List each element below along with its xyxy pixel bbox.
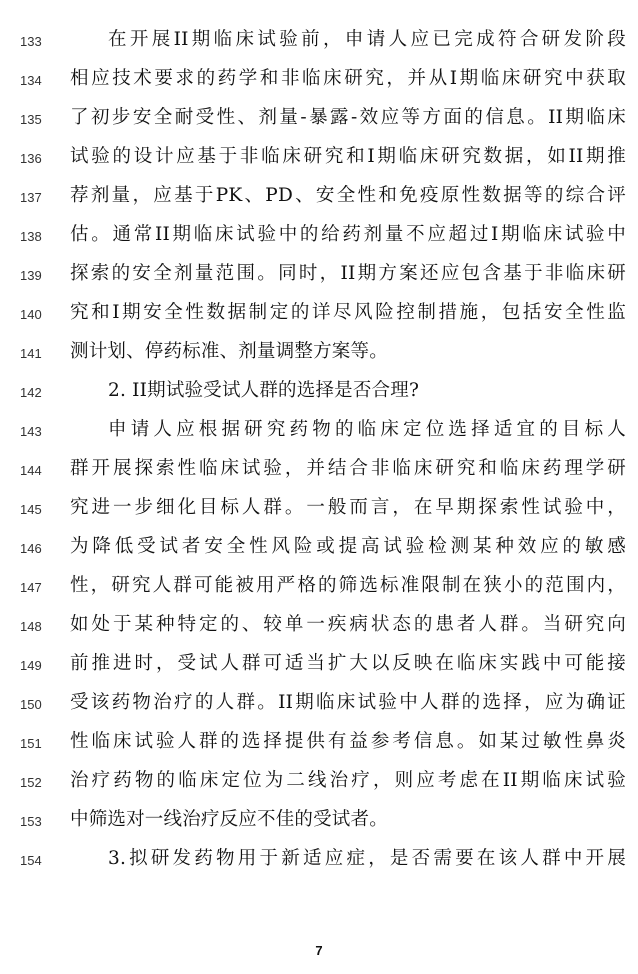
text-line-134 [0,67,638,103]
line-number: 151 [20,736,42,751]
line-text: 究和I期安全性数据制定的详尽风险控制措施，包括安全性监 [70,302,626,323]
line-number: 152 [20,775,42,790]
line-text: 了初步安全耐受性、剂量-暴露-效应等方面的信息。II期临床 [70,107,626,128]
line-text: 相应技术要求的药学和非临床研究，并从I期临床研究中获取 [70,68,626,89]
line-number: 154 [20,853,42,868]
line-number: 146 [20,541,42,556]
line-text: 究进一步细化目标人群。一般而言，在早期探索性试验中， [70,497,626,518]
text-line-136 [0,145,638,181]
line-text: 性临床试验人群的选择提供有益参考信息。如某过敏性鼻炎 [70,731,626,752]
line-number: 133 [20,34,42,49]
line-number: 150 [20,697,42,712]
line-text: 中筛选对一线治疗反应不佳的受试者。 [70,809,388,830]
line-text: 受该药物治疗的人群。II期临床试验中人群的选择，应为确证 [70,692,626,713]
line-number: 140 [20,307,42,322]
text-line-154 [0,847,638,883]
line-text: 估。通常II期临床试验中的给药剂量不应超过I期临床试验中 [70,224,626,245]
line-text: 测计划、停药标准、剂量调整方案等。 [70,341,388,362]
text-line-145 [0,496,638,532]
line-text: 申请人应根据研究药物的临床定位选择适宜的目标人 [108,419,626,440]
line-number: 141 [20,346,42,361]
section-heading: 3.拟研发药物用于新适应症，是否需要在该人群中开展 [108,848,626,869]
text-line-150 [0,691,638,727]
text-line-139 [0,262,638,298]
section-heading: 2. II期试验受试人群的选择是否合理? [108,380,420,401]
line-number: 138 [20,229,42,244]
text-line-143 [0,418,638,454]
text-line-144 [0,457,638,493]
text-line-148 [0,613,638,649]
text-line-142 [0,379,638,415]
text-line-147 [0,574,638,610]
line-number: 149 [20,658,42,673]
line-text: 在开展II期临床试验前，申请人应已完成符合研发阶段 [108,29,626,50]
line-text: 探索的安全剂量范围。同时，II期方案还应包含基于非临床研 [70,263,626,284]
line-number: 136 [20,151,42,166]
text-line-138 [0,223,638,259]
text-line-151 [0,730,638,766]
line-text: 前推进时，受试人群可适当扩大以反映在临床实践中可能接 [70,653,626,674]
text-line-133 [0,28,638,64]
text-line-149 [0,652,638,688]
line-number: 137 [20,190,42,205]
text-line-137 [0,184,638,220]
line-text: 性，研究人群可能被用严格的筛选标准限制在狭小的范围内， [70,575,626,596]
line-text: 群开展探索性临床试验，并结合非临床研究和临床药理学研 [70,458,626,479]
line-text: 为降低受试者安全性风险或提高试验检测某种效应的敏感 [70,536,626,557]
line-text: 治疗药物的临床定位为二线治疗，则应考虑在II期临床试验 [70,770,626,791]
line-number: 147 [20,580,42,595]
line-number: 144 [20,463,42,478]
line-number: 153 [20,814,42,829]
line-number: 145 [20,502,42,517]
line-text: 荐剂量，应基于PK、PD、安全性和免疫原性数据等的综合评 [70,185,626,206]
line-number: 139 [20,268,42,283]
text-line-141 [0,340,638,376]
line-number: 134 [20,73,42,88]
line-number: 143 [20,424,42,439]
line-text: 试验的设计应基于非临床研究和I期临床研究数据，如II期推 [70,146,626,167]
page-number: 7 [315,943,323,958]
text-line-152 [0,769,638,805]
text-line-153 [0,808,638,844]
line-text: 如处于某种特定的、较单一疾病状态的患者人群。当研究向 [70,614,626,635]
line-number: 148 [20,619,42,634]
text-line-146 [0,535,638,571]
text-line-140 [0,301,638,337]
line-number: 142 [20,385,42,400]
line-number: 135 [20,112,42,127]
text-line-135 [0,106,638,142]
